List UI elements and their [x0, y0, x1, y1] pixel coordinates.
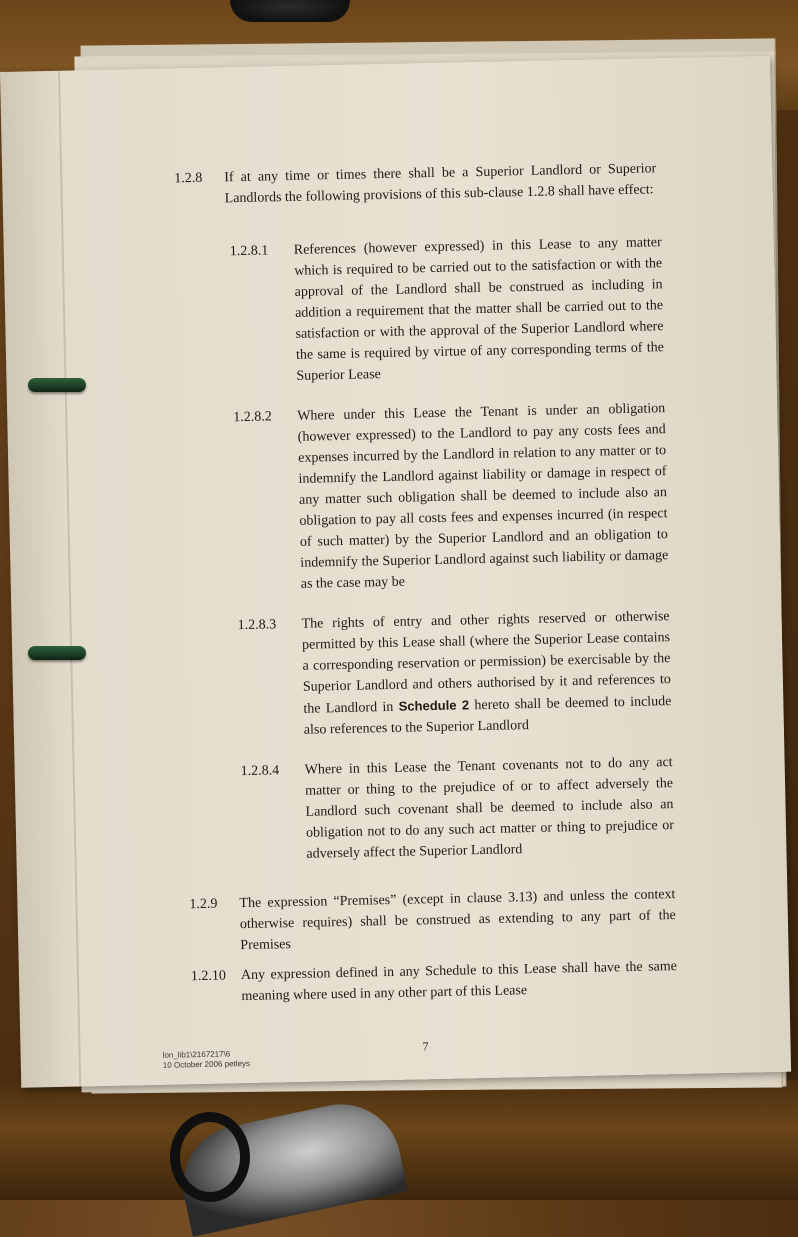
clause-number: 1.2.8.3	[237, 617, 277, 634]
clause-number: 1.2.8	[174, 170, 203, 187]
page-fold-line	[58, 71, 81, 1087]
clause-number: 1.2.8.2	[233, 409, 272, 426]
document-reference-code: lon_lib1\2167217\6	[162, 1049, 231, 1060]
clause-text: If at any time or times there shall be a Superior Landlord or Superior Landlords the following provisions of this sub-clause 1.2.8 shall have effect:	[224, 161, 657, 207]
clause-text: Where under this Lease the Tenant is under an obligation (however expressed) to the Landlord to pay any costs fees and expenses incurred by the Landlord in relation to any matter or to indemnify the Landlord against liability or damage in respect of any matter such obligation shall be deemed to include also an obligation to pay all costs fees and expenses incurred (in respect of such matter) by the Superior Landlord and an obligation to indemnify the Superior Landlord against such liability or damage as the case may be	[297, 401, 669, 592]
clause-number: 1.2.10	[190, 968, 227, 985]
document-reference-date: 10 October 2006 petleys	[162, 1058, 251, 1070]
clause-text-part: The rights of entry and other rights reserved or otherwise permitted by this Lease shall (where the Superior Lease contains a corresponding reservation or permission) be exercisable by the Superior Landlord and others authorised by it and references to the Landlord in	[301, 609, 672, 717]
clause-text: References (however expressed) in this Lease to any matter which is required to be carried out to the satisfaction or with the approval of the Landlord shall be construed as including in addition a requirement that the matter shall be carried out to the satisfaction or with the approval of the Superior Landlord where the same is required by virtue of any corresponding terms of the Superior Lease	[293, 235, 665, 384]
document-page	[0, 56, 791, 1088]
binder-ring	[28, 378, 86, 392]
schedule-reference: Schedule 2	[398, 697, 470, 714]
clause-number: 1.2.8.4	[240, 763, 280, 780]
clause-text-part: hereto shall be deemed to include also references to the Superior Landlord	[303, 694, 672, 738]
pen-cap	[230, 0, 350, 22]
clause-number: 1.2.8.1	[229, 243, 269, 260]
clause-text: Any expression defined in any Schedule to this Lease shall have the same meaning where used in any other part of this Lease	[240, 959, 678, 1005]
clause-text: Where in this Lease the Tenant covenants not to do any act matter or thing to the prejudice of or to affect adversely the Landlord such covenant shall be deemed to include also an obligation not to do any such act matter or thing to prejudice or adversely affect the Superior Landlord	[304, 755, 675, 862]
binder-ring	[28, 646, 86, 660]
clause-number: 1.2.9	[189, 896, 218, 913]
clause-text	[301, 606, 672, 741]
clause-text: The expression “Premises” (except in clause 3.13) and unless the context otherwise requires) shall be construed as extending to any part of the Premises	[239, 887, 676, 954]
document-reference	[163, 1049, 251, 1071]
page-number: 7	[422, 1039, 429, 1054]
bottle-cap	[170, 1112, 250, 1202]
